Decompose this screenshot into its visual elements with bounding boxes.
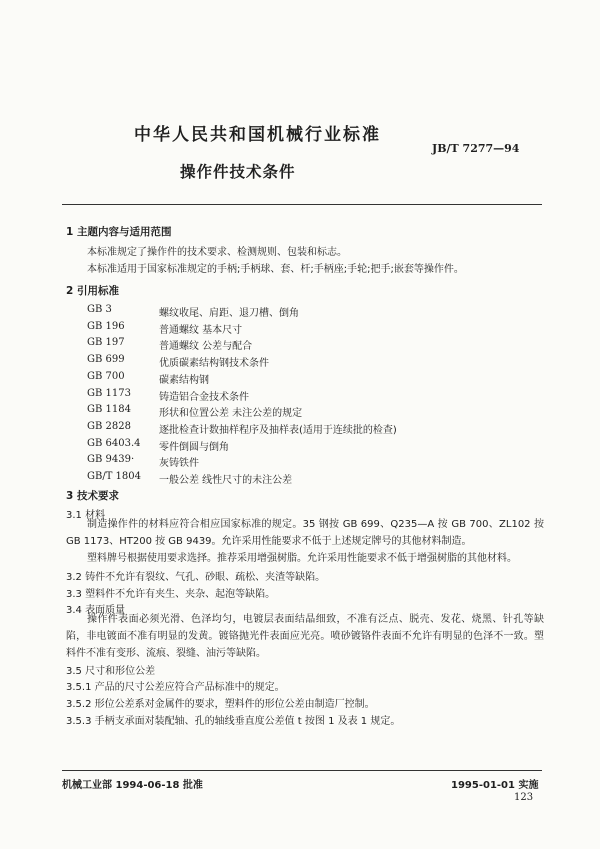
reference-code: GB 6403.4 [87,437,141,449]
standard-code: JB/T 7277—94 [432,142,520,155]
section-3-1-para-2: 塑料牌号根据使用要求选择。推荐采用增强树脂。允许采用性能要求不低于增强树脂的其他材料。 [87,553,517,564]
reference-code: GB 3 [87,304,112,315]
reference-code: GB 1173 [87,387,131,399]
section-1-para-2: 本标准适用于国家标准规定的手柄;手柄球、套、杆;手柄座;手轮;把手;嵌套等操作件。 [87,264,464,275]
header-rule [62,204,542,205]
reference-code: GB 196 [87,320,125,332]
reference-code: GB 700 [87,370,125,382]
section-3-2: 3.2 铸件不允许有裂纹、气孔、砂眼、疏松、夹渣等缺陷。 [66,572,326,583]
reference-name: 铸造铝合金技术条件 [159,391,249,403]
section-3-5-3: 3.5.3 手柄支承面对装配轴、孔的轴线垂直度公差值 t 按图 1 及表 1 规定。 [66,716,401,727]
reference-name: 形状和位置公差 未注公差的规定 [159,408,303,420]
section-2-heading: 2 引用标准 [66,285,119,297]
reference-code: GB 9439· [87,454,135,466]
section-1-heading: 1 主题内容与适用范围 [66,226,172,238]
reference-code: GB 1184 [87,404,131,416]
reference-name: 优质碳素结构钢技术条件 [159,358,269,370]
section-3-heading: 3 技术要求 [66,490,119,502]
section-3-4-para: 操作件表面必须光滑、色泽均匀，电镀层表面结晶细致，不准有泛点、脱壳、发花、烧黑、针孔等缺陷，非电镀面不准有明显的发黄。镀铬抛光件表面应光亮。喷砂镀铬件表面不允许有明显的色泽不一致。塑料件不准有变形、流痕、裂缝、油污等缺陷。 [66,614,544,659]
section-3-4-title: 3.4 表面质量 [66,605,126,616]
reference-name: 逐批检查计数抽样程序及抽样表(适用于连续批的检查) [159,424,397,436]
section-3-1-title: 3.1 材料 [66,510,106,521]
reference-name: 普通螺纹 公差与配合 [159,341,253,353]
implementation-date: 1995-01-01 实施 [451,780,539,791]
section-1-para-1: 本标准规定了操作件的技术要求、检测规则、包装和标志。 [87,247,347,258]
section-3-5-1: 3.5.1 产品的尺寸公差应符合产品标准中的规定。 [66,682,285,693]
reference-name: 螺纹收尾、肩距、退刀槽、倒角 [159,308,299,319]
section-3-1-para-1: 制造操作件的材料应符合相应国家标准的规定。35 钢按 GB 699、Q235—A 按 GB 700、ZL102 按 GB 1173、HT200 按 GB 9439。允许采用性能要求不低于上述规定牌号的其他材料制造。 [66,519,544,547]
page-number: 123 [514,792,534,803]
reference-code: GB 699 [87,354,125,366]
reference-name: 一般公差 线性尺寸的未注公差 [159,475,293,486]
section-3-5-2: 3.5.2 形位公差系对金属件的要求，塑料件的形位公差由制造厂控制。 [66,699,375,710]
section-3-5-title: 3.5 尺寸和形位公差 [66,666,156,677]
footer-rule [62,770,542,771]
reference-code: GB 2828 [87,420,131,432]
document-title: 操作件技术条件 [180,163,296,181]
reference-code: GB/T 1804 [87,471,142,482]
section-3-3: 3.3 塑料件不允许有夹生、夹杂、起泡等缺陷。 [66,589,276,600]
reference-name: 碳素结构钢 [159,374,209,386]
reference-name: 灰铸铁件 [159,458,199,470]
reference-code: GB 197 [87,337,125,349]
reference-name: 普通螺纹 基本尺寸 [159,324,243,336]
approval-date: 机械工业部 1994-06-18 批准 [62,780,203,791]
standard-org-title: 中华人民共和国机械行业标准 [134,125,381,145]
reference-name: 零件倒圆与倒角 [159,441,229,453]
